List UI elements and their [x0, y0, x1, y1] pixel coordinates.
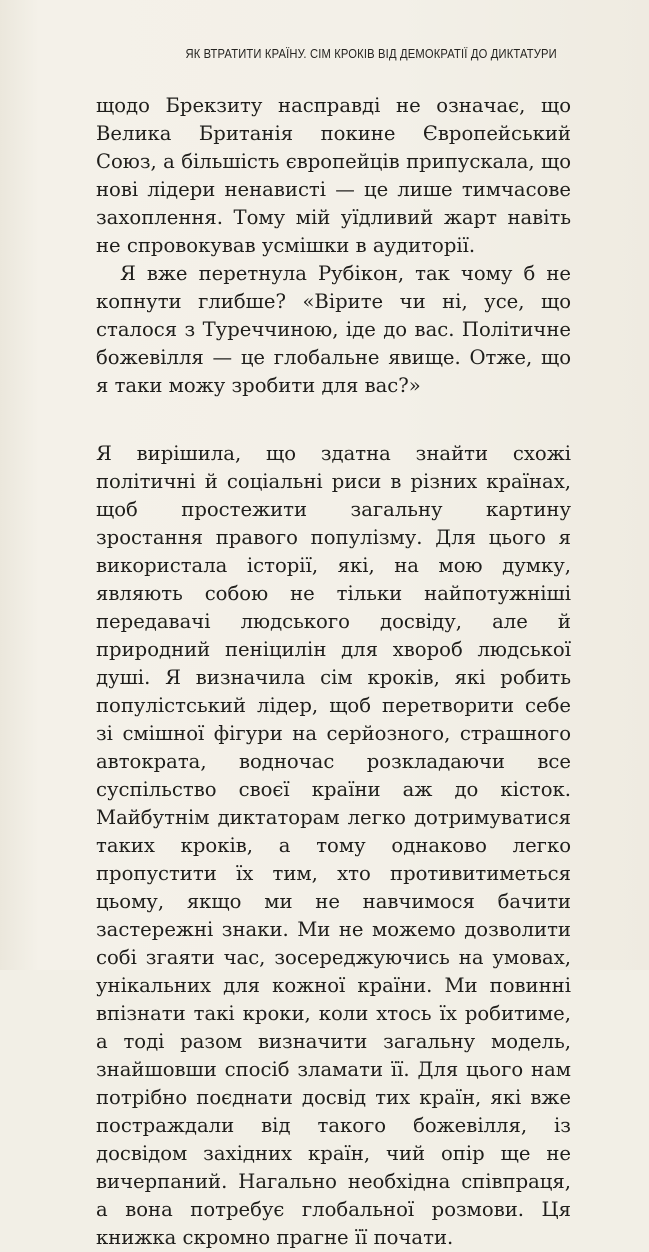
- paragraph-2: Я вже перетнула Рубікон, так чому б не копнути глибше? «Вірите чи ні, усе, що сталося з Туреччиною, іде до вас. Політичне божевілля — це глобальне явище. Отже, що я таки можу зробити для вас?»: [96, 262, 571, 397]
- paragraph-1: щодо Брекзиту насправді не означає, що Велика Британія покине Європейський Союз, а більшість європейців припускала, що нові лідери ненависті — це лише тимчасове захоплення. Тому мій уїдливий жарт навіть не спровокував усмішки в аудиторії.: [96, 94, 571, 257]
- section-break: [96, 400, 571, 440]
- paragraph-3: Я вирішила, що здатна знайти схожі політичні й соціальні риси в різних країнах, щоб простежити загальну картину зростання правого популізму. Для цього я використала історії, які, на мою думку, являють собою не тільки найпотужніші передавачі людського досвіду, але й природний пеніцилін для хвороб людської душі. Я визначила сім кроків, які робить популістський лідер, щоб перетворити себе зі смішної фігури на серйозного, страшного автократа, водночас розкладаючи все суспільство своєї країни аж до кісток. Майбутнім диктаторам легко дотримуватися таких кроків, а тому однаково легко пропустити їх тим, хто противитиметься цьому, якщо ми не навчимося бачити застережні знаки. Ми не можемо дозволити собі згаяти час, зосереджуючись на умовах, унікальних для кожної країни. Ми повинні впізнати такі кроки, коли хтось їх робитиме, а тоді разом визначити загальну модель, знайшовши спосіб зламати її. Для цього нам потрібно поєднати досвід тих країн, які вже постраждали від такого божевілля, із досвідом західних країн, чий опір ще не вичерпаний. Нагально необхідна співпраця, а вона потребує глобальної розмови. Ця книжка скромно прагне її почати.: [96, 442, 571, 1249]
- running-header: ЯК ВТРАТИТИ КРАЇНУ. СІМ КРОКІВ ВІД ДЕМОКРАТІЇ ДО ДИКТАТУРИ: [185, 46, 557, 61]
- body-text: [96, 92, 571, 1252]
